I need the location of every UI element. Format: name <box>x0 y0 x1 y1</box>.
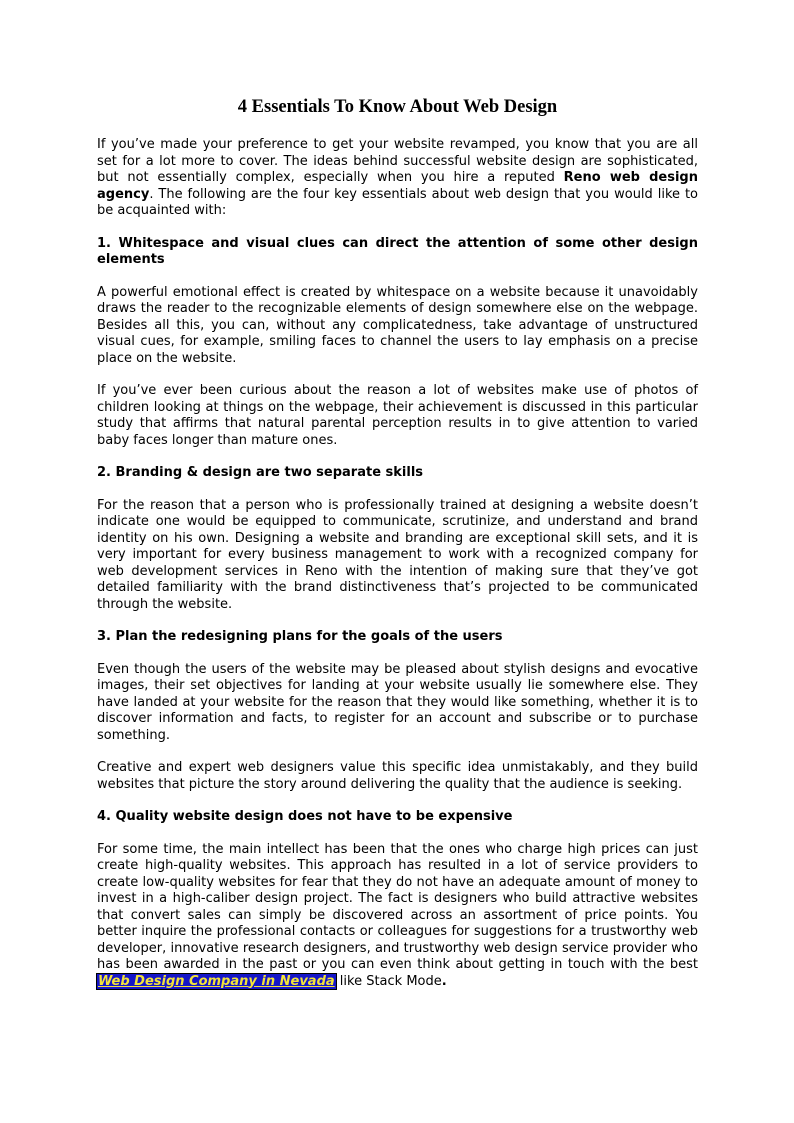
section-4-paragraph-1 <box>97 842 698 991</box>
section-3-paragraph-1: Even though the users of the website may be pleased about stylish designs and evocative images, their set objectives for landing at your website usually lie somewhere else. They have landed at your website for the reason that they would like something, whether it is to discover information and facts, to register for an account and subscribe or to purchase something. <box>97 661 698 743</box>
section-1-heading: 1. Whitespace and visual clues can direct the attention of some other design elements <box>97 235 698 267</box>
section-4-heading: 4. Quality website design does not have to be expensive <box>97 809 513 824</box>
page-title: 4 Essentials To Know About Web Design <box>237 97 558 117</box>
closing-text-after: like Stack Mode <box>335 973 442 989</box>
closing-text-before: For some time, the main intellect has been that the ones who charge high prices can just create high-quality websites. This approach has resulted in a lot of service providers to create low-quality websites for fear that they do not have an adequate amount of money to invest in a high-caliber design project. The fact is designers who build attractive websites that convert sales can simply be discovered across an assortment of price points. You better inquire the professional contacts or colleagues for suggestions for a trustworthy web developer, innovative research designers, and trustworthy web design service provider who has been awarded in the past or you can even think about getting in touch with the best <box>97 841 698 972</box>
section-1-paragraph-1: A powerful emotional effect is created by whitespace on a website because it unavoidably draws the reader to the recognizable elements of design somewhere else on the webpage. Besides all this, you can, without any complicatedness, take advantage of unstructured visual cues, for example, smiling faces to channel the users to lay emphasis on a precise place on the website. <box>97 284 698 366</box>
intro-text-after: . The following are the four key essentials about web design that you would like to be acquainted with: <box>97 186 698 218</box>
document-page <box>97 95 698 1006</box>
closing-final-period: . <box>441 973 447 989</box>
intro-paragraph <box>97 137 698 220</box>
intro-text-before: If you’ve made your preference to get your website revamped, you know that you are all set for a lot more to cover. The ideas behind successful website design are sophisticated, but not essentially complex, especially when you hire a reputed <box>97 137 698 185</box>
section-2-paragraph-1: For the reason that a person who is professionally trained at designing a website doesn’t indicate one would be equipped to communicate, scrutinize, and understand and brand identity on his own. Designing a website and branding are exceptional skill sets, and it is very important for every business management to work with a recognized company for web development services in Reno with the intention of making sure that they’ve got detailed familiarity with the brand distinctiveness that’s projected to be communicated through the website. <box>97 497 698 612</box>
section-1-paragraph-2: If you’ve ever been curious about the reason a lot of websites make use of photos of children looking at things on the webpage, their achievement is discussed in this particular study that affirms that natural parental perception results in to give attention to varied baby faces longer than mature ones. <box>97 383 698 448</box>
section-2-heading: 2. Branding & design are two separate skills <box>97 465 424 480</box>
intro-bold-text: Reno web design agency <box>97 170 698 202</box>
section-3-heading: 3. Plan the redesigning plans for the goals of the users <box>97 629 503 644</box>
web-design-company-link[interactable]: Web Design Company in Nevada <box>98 973 335 989</box>
section-3-paragraph-2: Creative and expert web designers value this specific idea unmistakably, and they build websites that picture the story around delivering the quality that the audience is seeking. <box>97 760 698 792</box>
